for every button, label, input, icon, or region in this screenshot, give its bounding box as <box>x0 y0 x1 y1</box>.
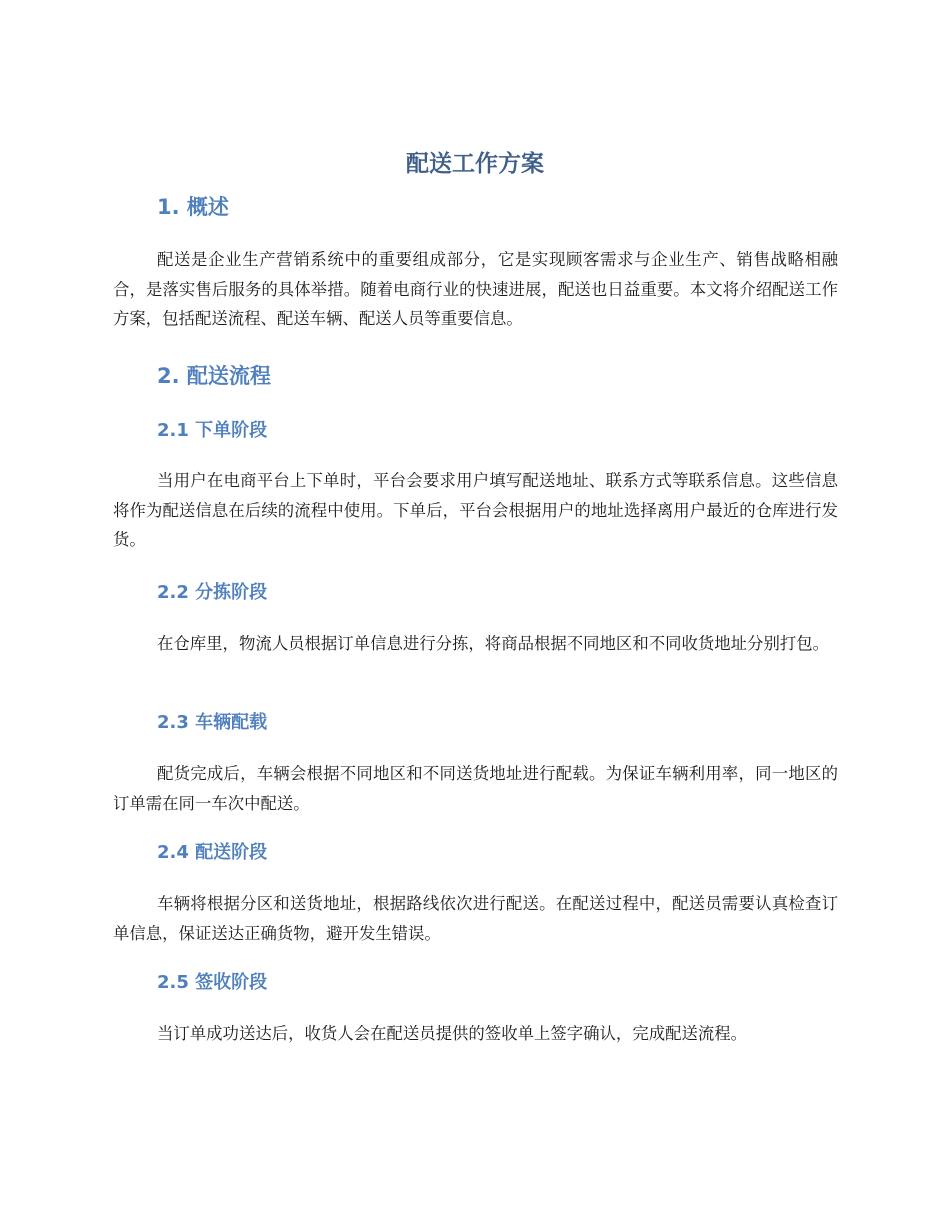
delivery-paragraph: 车辆将根据分区和送货地址，根据路线依次进行配送。在配送过程中，配送员需要认真检查订单信息，保证送达正确货物，避开发生错误。 <box>113 894 838 943</box>
subsection-heading-loading: 2.3 车辆配载 <box>157 712 268 733</box>
loading-paragraph: 配货完成后，车辆会根据不同地区和不同送货地址进行配载。为保证车辆利用率，同一地区的订单需在同一车次中配送。 <box>113 764 838 813</box>
signing-paragraph: 当订单成功送达后，收货人会在配送员提供的签收单上签字确认，完成配送流程。 <box>157 1024 748 1043</box>
order-paragraph: 当用户在电商平台上下单时，平台会要求用户填写配送地址、联系方式等联系信息。这些信息将作为配送信息在后续的流程中使用。下单后，平台会根据用户的地址选择离用户最近的仓库进行发货。 <box>113 471 838 549</box>
subsection-heading-signing: 2.5 签收阶段 <box>157 972 268 993</box>
document-title: 配送工作方案 <box>406 151 544 177</box>
overview-paragraph: 配送是企业生产营销系统中的重要组成部分，它是实现顾客需求与企业生产、销售战略相融合，是落实售后服务的具体举措。随着电商行业的快速进展，配送也日益重要。本文将介绍配送工作方案，包括配送流程、配送车辆、配送人员等重要信息。 <box>113 250 838 328</box>
sorting-paragraph: 在仓库里，物流人员根据订单信息进行分拣，将商品根据不同地区和不同收货地址分别打包。 <box>157 634 830 653</box>
section-heading-overview: 1. 概述 <box>157 195 229 219</box>
subsection-heading-delivery: 2.4 配送阶段 <box>157 842 268 863</box>
section-heading-process: 2. 配送流程 <box>157 364 271 388</box>
subsection-heading-order: 2.1 下单阶段 <box>157 420 268 441</box>
subsection-heading-sorting: 2.2 分拣阶段 <box>157 582 268 603</box>
